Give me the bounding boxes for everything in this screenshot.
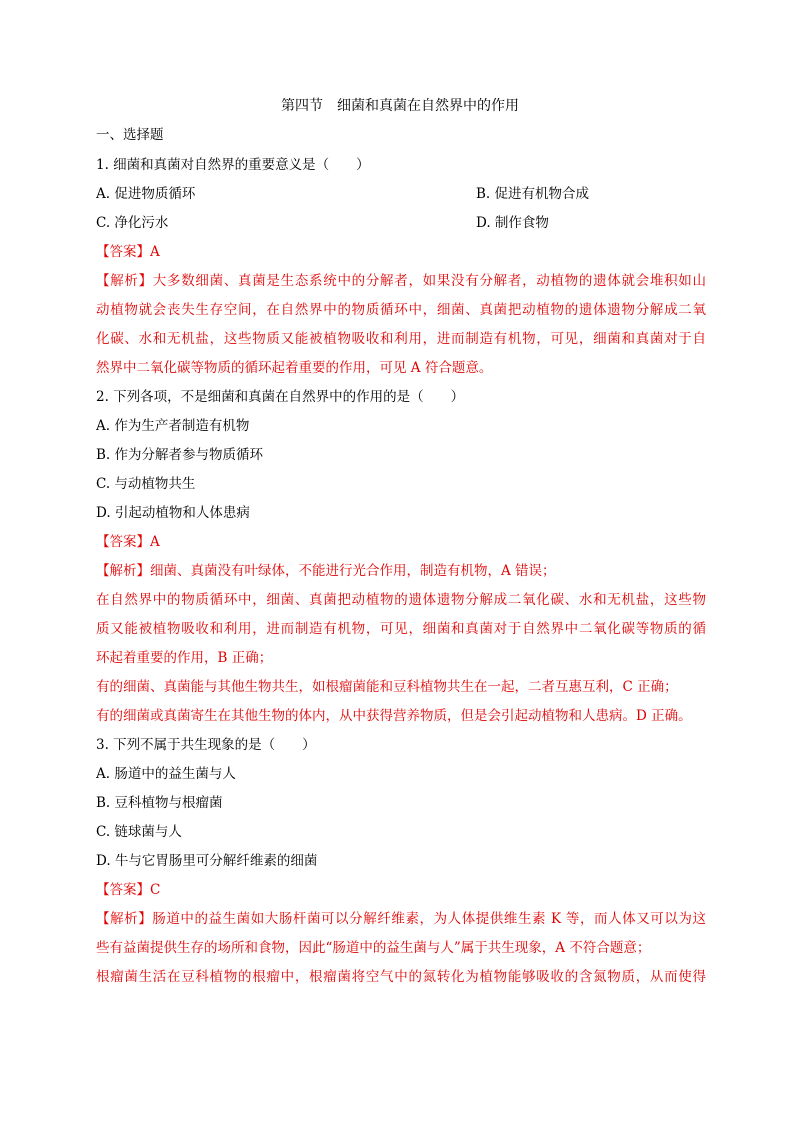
- page-title: 第四节 细菌和真菌在自然界中的作用: [281, 98, 519, 114]
- question-1-answer: 【答案】A: [96, 244, 160, 260]
- question-2-analysis-line: 质又能被植物吸收和利用，进而制造有机物，可见，细菌和真菌对于自然界中二氧化碳等物质的循: [96, 621, 706, 637]
- question-3-analysis-line: 些有益菌提供生存的场所和食物，因此“肠道中的益生菌与人”属于共生现象，A 不符合题意；: [96, 940, 651, 956]
- question-3-option-c: C. 链球菌与人: [96, 824, 182, 840]
- question-2-analysis-line: 【解析】细菌、真菌没有叶绿体，不能进行光合作用，制造有机物，A 错误；: [96, 563, 556, 579]
- question-1-analysis-line: 化碳、水和无机盐，这些物质又能被植物吸收和利用，进而制造有机物，可见，细菌和真菌对于自: [96, 331, 706, 347]
- question-3-option-d: D. 牛与它胃肠里可分解纤维素的细菌: [96, 853, 318, 869]
- question-2-answer: 【答案】A: [96, 534, 160, 550]
- question-1-option-b: B. 促进有机物合成: [476, 186, 590, 202]
- question-3-option-b: B. 豆科植物与根瘤菌: [96, 795, 223, 811]
- question-2-stem: 2. 下列各项，不是细菌和真菌在自然界中的作用的是（ ）: [96, 389, 465, 405]
- question-2-option-b: B. 作为分解者参与物质循环: [96, 447, 264, 463]
- question-1-option-a: A. 促进物质循环: [96, 186, 196, 202]
- question-3-answer: 【答案】C: [96, 882, 161, 898]
- section-heading: 一、选择题: [96, 127, 164, 143]
- question-2-analysis-line: 有的细菌或真菌寄生在其他生物的体内，从中获得营养物质，但是会引起动植物和人患病。D 正确。: [96, 708, 692, 724]
- question-2-option-d: D. 引起动植物和人体患病: [96, 505, 250, 521]
- question-2-analysis-line: 环起着重要的作用，B 正确；: [96, 650, 273, 666]
- question-1-analysis-line: 【解析】大多数细菌、真菌是生态系统中的分解者，如果没有分解者，动植物的遗体就会堆积如山: [96, 273, 706, 289]
- question-2-option-c: C. 与动植物共生: [96, 476, 196, 492]
- question-1-stem: 1. 细菌和真菌对自然界的重要意义是（ ）: [96, 157, 370, 173]
- question-2-analysis-line: 有的细菌、真菌能与其他生物共生，如根瘤菌能和豆科植物共生在一起，二者互惠互利，C 正确；: [96, 679, 678, 695]
- question-1-option-d: D. 制作食物: [476, 215, 549, 231]
- question-3-analysis-line: 根瘤菌生活在豆科植物的根瘤中，根瘤菌将空气中的氮转化为植物能够吸收的含氮物质，从而使得: [96, 969, 706, 985]
- question-1-option-c: C. 净化污水: [96, 215, 169, 231]
- question-1-analysis-line: 然界中二氧化碳等物质的循环起着重要的作用，可见 A 符合题意。: [96, 360, 493, 376]
- question-2-option-a: A. 作为生产者制造有机物: [96, 418, 250, 434]
- question-3-analysis-line: 【解析】肠道中的益生菌如大肠杆菌可以分解纤维素，为人体提供维生素 K 等，而人体又可以为这: [96, 911, 706, 927]
- question-1-analysis-line: 动植物就会丧失生存空间，在自然界中的物质循环中，细菌、真菌把动植物的遗体遗物分解成二氧: [96, 302, 706, 318]
- question-2-analysis-line: 在自然界中的物质循环中，细菌、真菌把动植物的遗体遗物分解成二氧化碳、水和无机盐，这些物: [96, 592, 706, 608]
- question-3-option-a: A. 肠道中的益生菌与人: [96, 766, 236, 782]
- question-3-stem: 3. 下列不属于共生现象的是（ ）: [96, 737, 316, 753]
